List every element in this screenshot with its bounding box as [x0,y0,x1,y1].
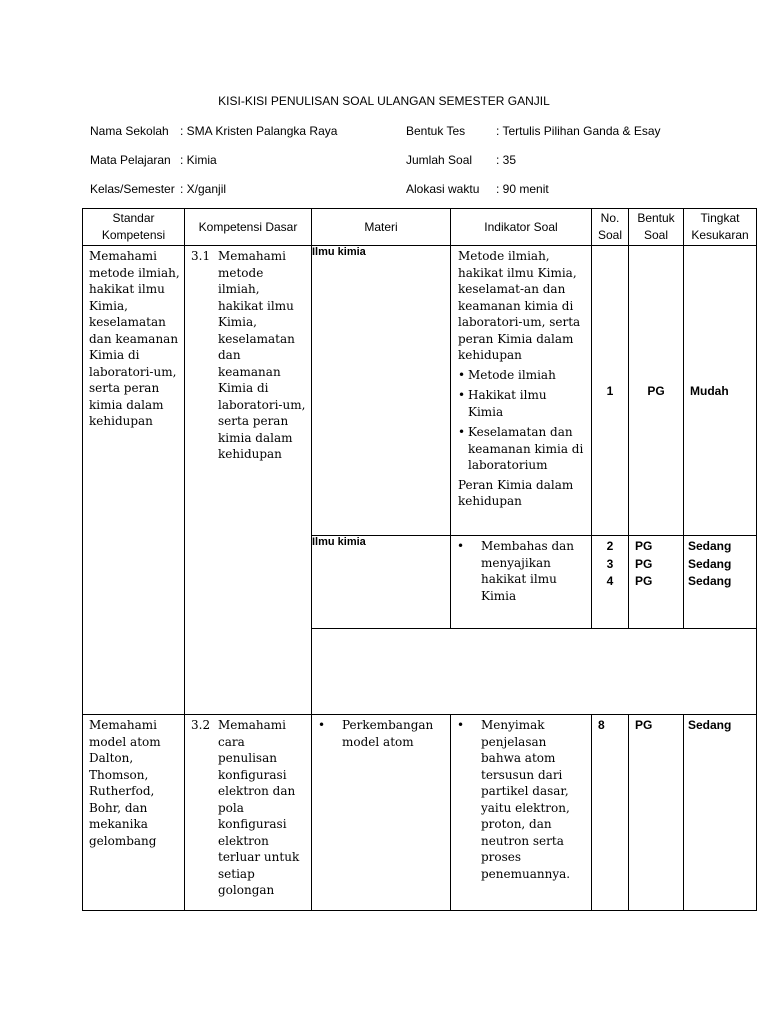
tingkat-value: Sedang [688,556,732,571]
indikator-text: Menyimak penjelasan bahwa atom tersusun dari partikel dasar, yaitu elektron, proton, dan neutron serta proses penemuannya. [481,718,571,881]
indikator-outro: Peran Kimia dalam kehidupan [458,477,574,508]
materi-cell: • Perkembangan model atom [312,715,451,911]
bentuk-value: PG [635,574,653,588]
indikator-cell: • Menyimak penjelasan bahwa atom tersusun dari partikel dasar, yaitu elektron, proton, dan neutron serta proses penemuannya. [451,715,592,911]
empty-cell [629,629,684,715]
indikator-text: Membahas dan menyajikan hakikat ilmu Kimia [481,539,575,603]
tingkat-cell: Sedang [684,715,757,911]
bullet-text: Keselamatan dan keamanan kimia di laboratorium [468,425,584,472]
header-standar-kompetensi: Standar Kompetensi [83,209,185,246]
kd-text: Memahami cara penulisan konfigurasi elektron dan pola konfigurasi elektron terluar untuk setiap golongan [218,718,300,897]
table-row [83,715,757,911]
header-kompetensi-dasar: Kompetensi Dasar [185,209,312,246]
indikator-intro: Metode ilmiah, hakikat ilmu Kimia, keselamat-an dan keamanan kimia di laboratori-um, serta peran Kimia dalam kehidupan [458,249,581,362]
no-soal-cell: 8 [592,715,629,911]
indikator-cell: • Membahas dan menyajikan hakikat ilmu Kimia [451,536,592,629]
tingkat-value: Sedang [688,539,732,553]
materi-cell: Ilmu kimia [312,246,451,536]
meta-jumlah-value: : 35 [496,153,517,167]
bentuk-value: PG [635,556,653,571]
document-title: KISI-KISI PENULISAN SOAL ULANGAN SEMESTER GANJIL [218,94,550,108]
header-no-soal: No. Soal [592,209,629,246]
materi-cell: Ilmu kimia [312,536,451,629]
empty-cell [312,629,451,715]
no-soal-cell [592,536,629,629]
no-soal-cell: 1 [592,246,629,536]
header-tingkat-kesukaran: Tingkat Kesukaran [684,209,757,246]
meta-mapel-value: : Kimia [180,153,217,167]
kd-text: Memahami metode ilmiah, hakikat ilmu Kimia, keselamatan dan keamanan Kimia di laboratori-um, serta peran kimia dalam kehidupan [218,249,306,461]
sk-cell-1: Memahami metode ilmiah, hakikat ilmu Kimia, keselamatan dan keamanan Kimia di laboratori-um, serta peran kimia dalam kehidupan [83,246,185,715]
bentuk-soal-cell: PG [629,246,684,536]
no-soal-value: 3 [606,556,614,571]
empty-cell [451,629,592,715]
empty-cell [684,629,757,715]
meta-alokasi-label: Alokasi waktu [406,182,480,196]
meta-jumlah-label: Jumlah Soal [406,153,473,167]
table-row [83,246,757,536]
sk-cell-2: Memahami model atom Dalton, Thomson, Rutherfod, Bohr, dan mekanika gelombang [83,715,185,911]
bullet-text: Hakikat ilmu Kimia [468,388,547,419]
bentuk-soal-cell [629,536,684,629]
tingkat-cell: Mudah [684,246,757,536]
no-soal-value: 4 [606,574,614,588]
materi-text: Perkembangan model atom [342,718,434,749]
header-indikator-soal: Indikator Soal [451,209,592,246]
empty-cell [592,629,629,715]
meta-bentuk-label: Bentuk Tes [406,124,466,138]
kisi-table [82,208,757,911]
meta-mapel-label: Mata Pelajaran [90,153,171,167]
bentuk-soal-cell: PG [629,715,684,911]
bentuk-value: PG [635,539,653,553]
no-soal-value: 2 [606,539,614,553]
tingkat-value: Sedang [688,574,732,588]
kd-number: 3.2 [191,718,211,732]
table-header-row [83,209,757,246]
meta-sekolah-value: : SMA Kristen Palangka Raya [180,124,338,138]
kd-cell-1 [185,246,312,715]
meta-kelas-label: Kelas/Semester [90,182,175,196]
tingkat-cell [684,536,757,629]
kd-cell-2 [185,715,312,911]
meta-bentuk-value: : Tertulis Pilihan Ganda & Esay [496,124,661,138]
header-bentuk-soal: Bentuk Soal [629,209,684,246]
meta-kelas-value: : X/ganjil [180,182,227,196]
bullet-text: Metode ilmiah [468,367,556,382]
indikator-bullet: • Keselamatan dan keamanan kimia di laboratorium [458,425,584,472]
indikator-cell [451,246,592,536]
kd-number: 3.1 [191,249,211,263]
meta-sekolah-label: Nama Sekolah [90,124,169,138]
indikator-bullet: • Metode ilmiah [458,367,585,384]
meta-alokasi-value: : 90 menit [496,182,549,196]
indikator-bullet: • Hakikat ilmu Kimia [458,387,585,420]
header-materi: Materi [312,209,451,246]
